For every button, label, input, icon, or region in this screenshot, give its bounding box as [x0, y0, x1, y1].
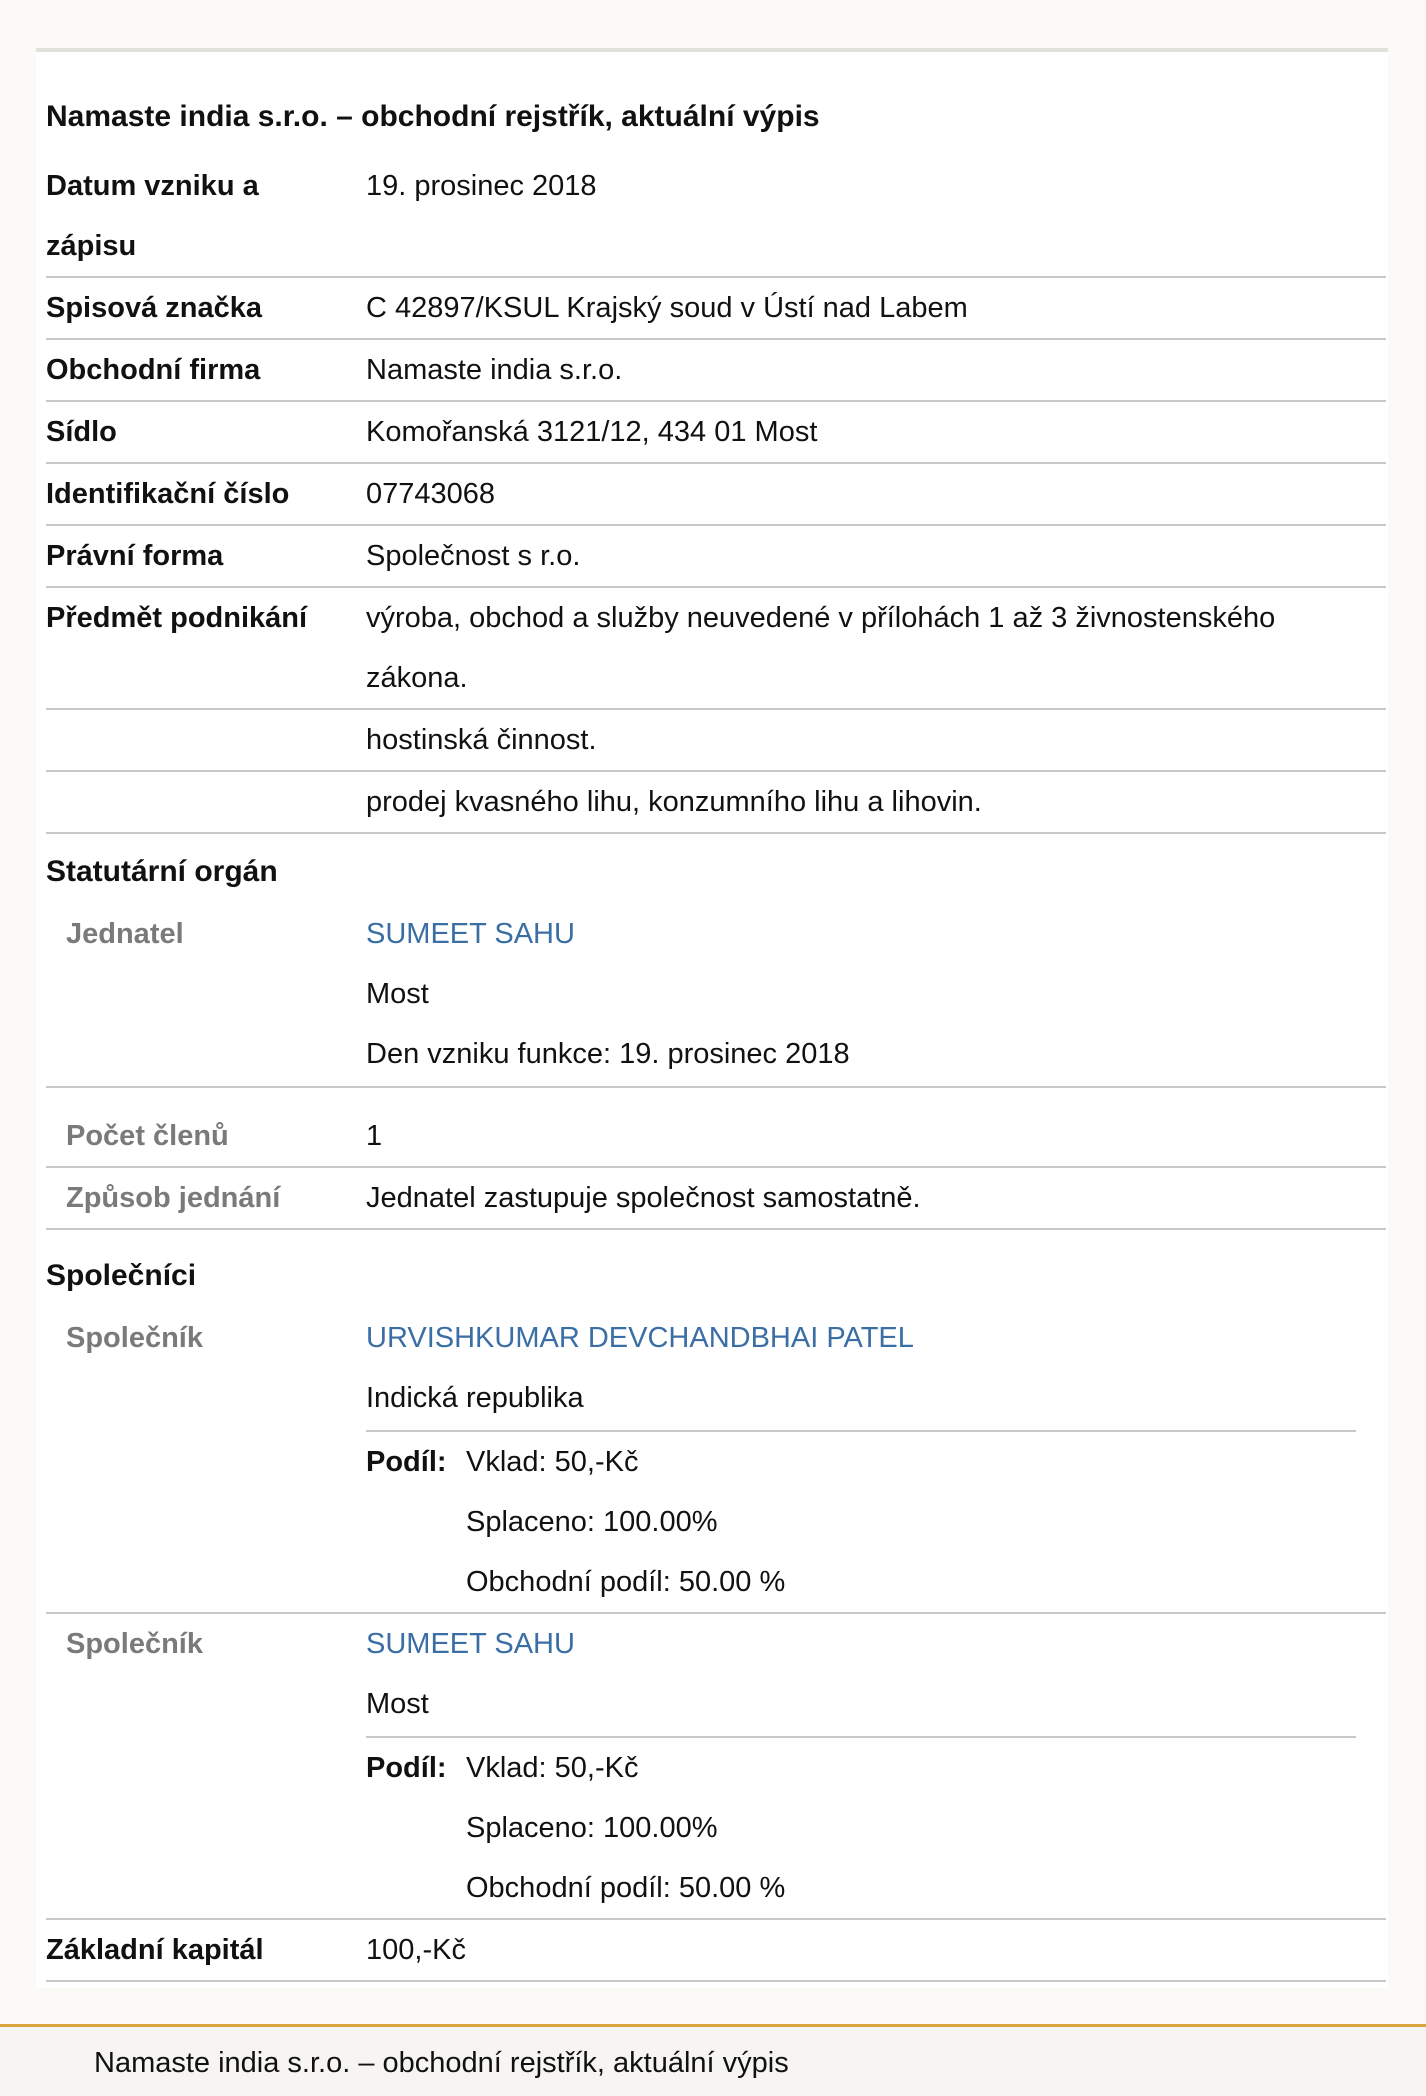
value-forma: Společnost s r.o. [366, 540, 581, 572]
row-zpusob-jednani [46, 1168, 1386, 1230]
podil-obchodni-1: Obchodní podíl: 50.00 % [466, 1566, 786, 1598]
row-datum-vzniku [46, 156, 1386, 278]
value-predmet-2: hostinská činnost. [366, 724, 597, 756]
label-datum-line2: zápisu [46, 230, 137, 262]
row-predmet-3 [46, 772, 1386, 834]
label-sidlo: Sídlo [46, 416, 117, 448]
row-predmet-2 [46, 710, 1386, 772]
label-jednatel: Jednatel [66, 918, 184, 950]
value-spisova: C 42897/KSUL Krajský soud v Ústí nad Labem [366, 292, 968, 324]
value-firma: Namaste india s.r.o. [366, 354, 623, 386]
label-predmet: Předmět podnikání [46, 602, 308, 634]
row-pravni-forma [46, 526, 1386, 588]
label-ico: Identifikační číslo [46, 478, 290, 510]
podil-vklad-1: Vklad: 50,-Kč [466, 1446, 639, 1478]
section-spolecnici: Společníci [46, 1259, 197, 1292]
footer-title: Namaste india s.r.o. – obchodní rejstřík, aktuální výpis [94, 2047, 789, 2079]
registry-extract-card [36, 52, 1388, 1988]
value-spolecnik-2-place: Most [366, 1688, 429, 1720]
label-spisova: Spisová značka [46, 292, 262, 324]
value-predmet-3: prodej kvasného lihu, konzumního lihu a lihovin. [366, 786, 982, 818]
label-firma: Obchodní firma [46, 354, 261, 386]
value-ico: 07743068 [366, 478, 496, 510]
label-forma: Právní forma [46, 540, 224, 572]
label-datum-line1: Datum vzniku a [46, 170, 259, 202]
link-spolecnik-patel[interactable]: URVISHKUMAR DEVCHANDBHAI PATEL [366, 1322, 914, 1354]
value-jednatel-city: Most [366, 978, 429, 1010]
label-zpusob: Způsob jednání [66, 1182, 281, 1214]
row-spolecnik-2 [46, 1614, 1386, 1920]
value-predmet-1b: zákona. [366, 662, 468, 694]
value-datum: 19. prosinec 2018 [366, 170, 597, 202]
podil-obchodni-2: Obchodní podíl: 50.00 % [466, 1872, 786, 1904]
podil-block-2 [366, 1736, 1356, 1920]
value-kapital: 100,-Kč [366, 1934, 466, 1966]
label-spolecnik-2: Společník [66, 1628, 203, 1660]
value-sidlo: Komořanská 3121/12, 434 01 Most [366, 416, 818, 448]
row-obchodni-firma [46, 340, 1386, 402]
row-predmet-podnikani [46, 588, 1386, 710]
label-spolecnik-1: Společník [66, 1322, 203, 1354]
row-sidlo [46, 402, 1386, 464]
podil-splaceno-1: Splaceno: 100.00% [466, 1506, 718, 1538]
label-pocet: Počet členů [66, 1120, 229, 1152]
link-spolecnik-sumeet-sahu[interactable]: SUMEET SAHU [366, 1628, 575, 1660]
podil-block-1 [366, 1430, 1356, 1614]
page-footer [0, 2024, 1426, 2096]
value-jednatel-since: Den vzniku funkce: 19. prosinec 2018 [366, 1038, 850, 1070]
row-identifikacni-cislo [46, 464, 1386, 526]
value-spolecnik-1-place: Indická republika [366, 1382, 584, 1414]
value-predmet-1a: výroba, obchod a služby neuvedené v přílohách 1 až 3 živnostenského [366, 602, 1276, 634]
value-pocet: 1 [366, 1120, 383, 1152]
podil-label-2: Podíl: [366, 1752, 447, 1784]
podil-splaceno-2: Splaceno: 100.00% [466, 1812, 718, 1844]
value-zpusob: Jednatel zastupuje společnost samostatně. [366, 1182, 921, 1214]
section-statutarni-organ: Statutární orgán [46, 855, 278, 888]
row-pocet-divider [46, 1100, 1386, 1168]
page-title: Namaste india s.r.o. – obchodní rejstřík, aktuální výpis [46, 100, 820, 133]
link-jednatel-sumeet-sahu[interactable]: SUMEET SAHU [366, 918, 575, 950]
row-spisova-znacka [46, 278, 1386, 340]
row-jednatel [46, 904, 1386, 1088]
podil-label-1: Podíl: [366, 1446, 447, 1478]
label-kapital: Základní kapitál [46, 1934, 264, 1966]
row-zakladni-kapital [46, 1920, 1386, 1982]
podil-vklad-2: Vklad: 50,-Kč [466, 1752, 639, 1784]
row-spolecnik-1 [46, 1308, 1386, 1614]
